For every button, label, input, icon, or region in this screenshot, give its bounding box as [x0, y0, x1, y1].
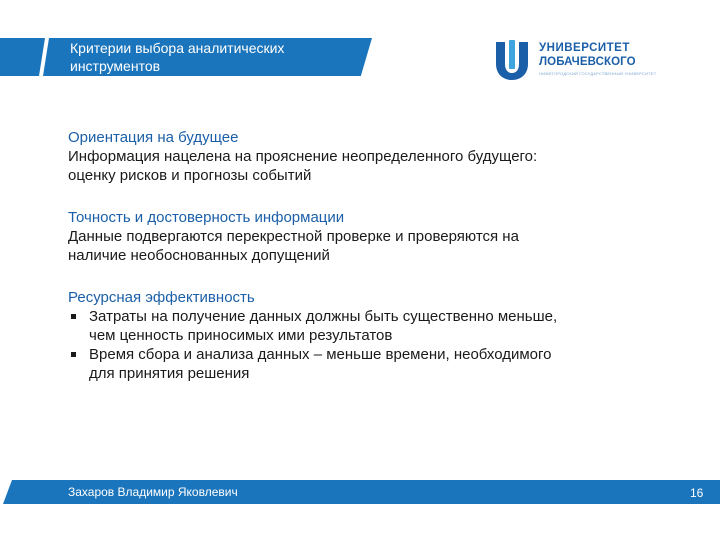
- section-accuracy: [68, 208, 668, 265]
- section-resource-efficiency: [68, 288, 668, 383]
- bullet-list: [68, 307, 668, 383]
- list-item-line2: для принятия решения: [89, 365, 250, 382]
- logo-text-line2: ЛОБАЧЕВСКОГО: [539, 56, 636, 68]
- section-future-orientation: [68, 128, 668, 185]
- list-item-line2: чем ценность приносимых ими результатов: [89, 327, 393, 344]
- footer-author: Захаров Владимир Яковлевич: [68, 485, 238, 499]
- slide-title-line2: инструментов: [70, 58, 161, 74]
- section-heading: Ресурсная эффективность: [68, 289, 255, 306]
- list-item: [68, 307, 668, 345]
- slide-content: [68, 128, 668, 406]
- square-bullet-icon: [71, 314, 76, 319]
- section-heading: Ориентация на будущее: [68, 129, 239, 146]
- logo-text-line3: НИЖЕГОРОДСКИЙ ГОСУДАРСТВЕННЫЙ УНИВЕРСИТЕТ: [539, 71, 657, 76]
- page-number: 16: [690, 486, 704, 500]
- section-text-line: Информация нацелена на прояснение неопределенного будущего:: [68, 148, 538, 165]
- slide-title-line1: Критерии выбора аналитических: [70, 40, 285, 56]
- section-text-line: Данные подвергаются перекрестной проверке и проверяются на: [68, 228, 519, 245]
- list-item-line1: Время сбора и анализа данных – меньше времени, необходимого: [89, 346, 552, 363]
- university-logo: [494, 38, 657, 82]
- section-text-line: наличие необоснованных допущений: [68, 247, 330, 264]
- section-heading: Точность и достоверность информации: [68, 209, 345, 226]
- square-bullet-icon: [71, 352, 76, 357]
- list-item: [68, 345, 668, 383]
- list-item-line1: Затраты на получение данных должны быть существенно меньше,: [89, 308, 558, 325]
- university-logo-icon: [494, 40, 530, 80]
- section-text-line: оценку рисков и прогнозы событий: [68, 167, 312, 184]
- slide-title: [70, 39, 360, 75]
- logo-text-line1: УНИВЕРСИТЕТ: [539, 42, 630, 54]
